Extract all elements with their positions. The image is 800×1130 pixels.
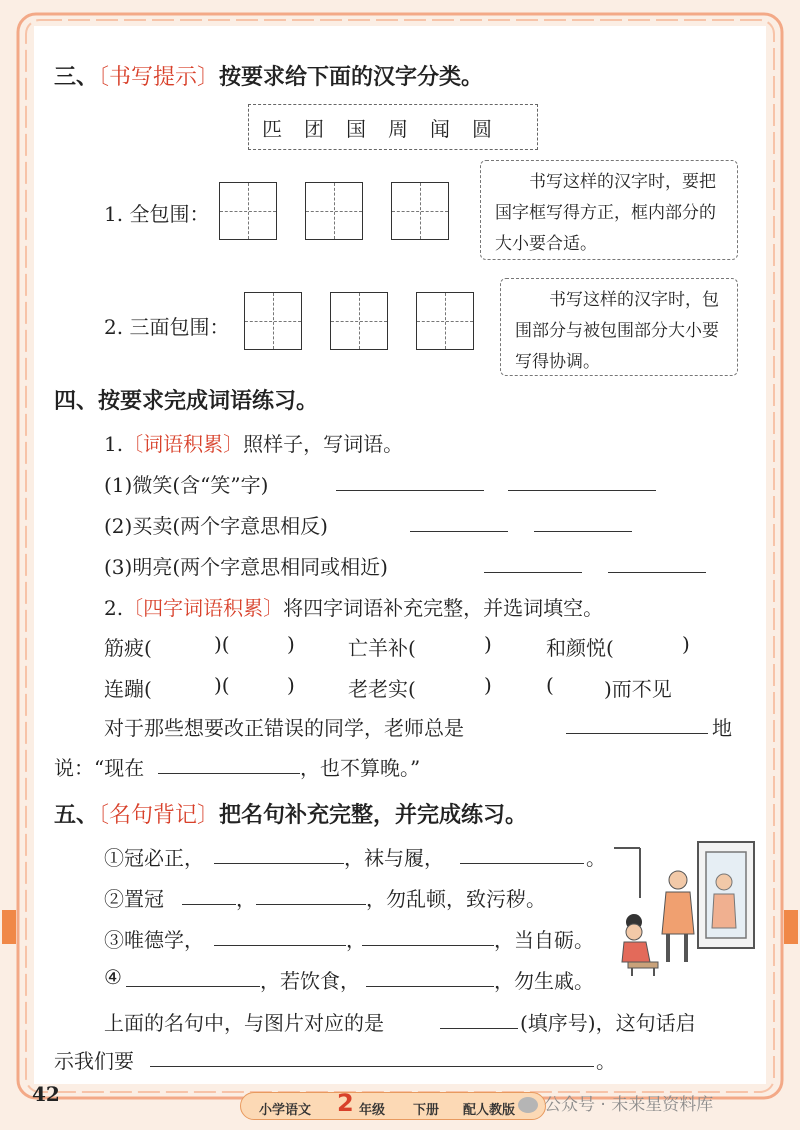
answer-blank[interactable] (566, 715, 708, 734)
idiom-text: ( (546, 673, 554, 697)
section3-heading (54, 60, 483, 91)
question-text-b: (填序号)，这句话启 (520, 1011, 696, 1035)
sub1-title: 照样子，写词语。 (243, 432, 404, 456)
right-tab (784, 910, 798, 944)
fill-sentence-b: 地 (712, 716, 732, 740)
fill-sentence-d: ，也不算晚。” (300, 756, 421, 780)
idiom-text: )( (214, 673, 230, 697)
item2-label: 2. 三面包围： (104, 315, 230, 339)
section4-heading: 四、按要求完成词语练习。 (54, 389, 319, 414)
footer-edition: 配人教版 (463, 1103, 516, 1118)
sub2-title: 将四字词语补充完整，并选词填空。 (283, 596, 604, 620)
char: 匹 (262, 117, 282, 141)
question-2: (2)买卖(两个字意思相反) (104, 514, 328, 538)
writing-grid[interactable] (244, 292, 302, 350)
answer-blank[interactable] (440, 1010, 518, 1029)
answer-blank[interactable] (534, 513, 632, 532)
quote-1-part: ，袜与履， (344, 846, 444, 870)
writing-tip-2: 书写这样的汉字时，包围部分与被包围部分大小要写得协调。 (500, 278, 738, 376)
section5-number: 五、 (54, 803, 99, 828)
idiom-text: 亡羊补( (348, 636, 416, 660)
answer-blank[interactable] (214, 845, 344, 864)
writing-tip-1: 书写这样的汉字时，要把国字框写得方正，框内部分的大小要合适。 (480, 160, 738, 260)
illustration-children-dressing (610, 838, 760, 978)
quote-3-part: ， (346, 928, 366, 952)
idiom-text: 老老实( (348, 677, 416, 701)
idiom-text: ) (484, 673, 492, 697)
idiom-text: ) (484, 632, 492, 656)
writing-grid[interactable] (416, 292, 474, 350)
section3-tag: 〔书写提示〕 (98, 65, 220, 90)
section5-heading (54, 798, 527, 829)
answer-blank[interactable] (410, 513, 508, 532)
answer-blank[interactable] (362, 927, 494, 946)
writing-grid[interactable] (391, 182, 449, 240)
sub2-heading (104, 592, 603, 621)
quote-2-part: ，勿乱顿，致污秽。 (366, 887, 546, 911)
quote-2-part: ②置冠 (104, 887, 164, 911)
sub1-number: 1. (104, 432, 124, 456)
char: 闻 (430, 117, 450, 141)
question-3: (3)明亮(两个字意思相同或相近) (104, 555, 388, 579)
section3-number: 三、 (54, 65, 99, 90)
sub1-heading (104, 428, 403, 457)
answer-blank[interactable] (126, 968, 260, 987)
sub2-number: 2. (104, 596, 124, 620)
quote-3-part: ③唯德学， (104, 928, 204, 952)
writing-grid[interactable] (305, 182, 363, 240)
answer-blank[interactable] (484, 554, 582, 573)
char: 团 (304, 117, 324, 141)
sub2-tag: 〔四字词语积累〕 (123, 596, 284, 620)
page-number: 42 (32, 1082, 60, 1106)
answer-blank[interactable] (150, 1048, 594, 1067)
answer-blank[interactable] (182, 886, 236, 905)
idiom-text: ) (682, 632, 690, 656)
fill-sentence-c: 说：“现在 (54, 756, 145, 780)
char: 圆 (472, 117, 492, 141)
writing-grid[interactable] (219, 182, 277, 240)
quote-4-part: ，勿生戚。 (494, 969, 594, 993)
question-text-d: 。 (596, 1049, 616, 1073)
footer-badge (240, 1089, 546, 1120)
section5-tag: 〔名句背记〕 (98, 803, 220, 828)
wechat-icon (518, 1097, 538, 1113)
footer-subject: 小学语文 (259, 1103, 312, 1118)
quote-1-part: ①冠必正， (104, 846, 204, 870)
idiom-text: 连蹦( (104, 677, 152, 701)
answer-blank[interactable] (366, 968, 494, 987)
answer-blank[interactable] (158, 755, 300, 774)
quote-2-part: ， (236, 887, 256, 911)
watermark (518, 1090, 713, 1115)
answer-blank[interactable] (336, 472, 484, 491)
quote-4-part: ，若饮食， (260, 969, 360, 993)
section3-title: 按要求给下面的汉字分类。 (219, 65, 484, 90)
question-1: (1)微笑(含“笑”字) (104, 473, 269, 497)
footer-grade: 年级 (359, 1103, 386, 1118)
idiom-text: ) (287, 673, 295, 697)
watermark-text: 公众号 · 未来星资料库 (544, 1095, 714, 1115)
idiom-text: 和颜悦( (546, 636, 614, 660)
answer-blank[interactable] (460, 845, 584, 864)
idiom-text: ) (287, 632, 295, 656)
item1-label: 1. 全包围： (104, 202, 210, 226)
section5-title: 把名句补充完整，并完成练习。 (219, 803, 528, 828)
answer-blank[interactable] (214, 927, 346, 946)
quote-1-part: 。 (586, 846, 606, 870)
footer-volume: 下册 (413, 1103, 440, 1118)
fill-sentence-a: 对于那些想要改正错误的同学，老师总是 (104, 716, 464, 740)
idiom-text: )( (214, 632, 230, 656)
answer-blank[interactable] (508, 472, 656, 491)
char-list (262, 113, 492, 142)
question-text-a: 上面的名句中，与图片对应的是 (104, 1011, 384, 1035)
idiom-text: )而不见 (604, 677, 672, 701)
question-text-c: 示我们要 (54, 1049, 134, 1073)
sub1-tag: 〔词语积累〕 (123, 432, 244, 456)
quote-4-part: ④ (104, 965, 122, 989)
answer-blank[interactable] (256, 886, 366, 905)
idiom-text: 筋疲( (104, 636, 152, 660)
char: 国 (346, 117, 366, 141)
left-tab (2, 910, 16, 944)
answer-blank[interactable] (608, 554, 706, 573)
writing-grid[interactable] (330, 292, 388, 350)
footer-grade-number: 2 (337, 1089, 354, 1117)
quote-3-part: ，当自砺。 (494, 928, 594, 952)
char: 周 (388, 117, 408, 141)
